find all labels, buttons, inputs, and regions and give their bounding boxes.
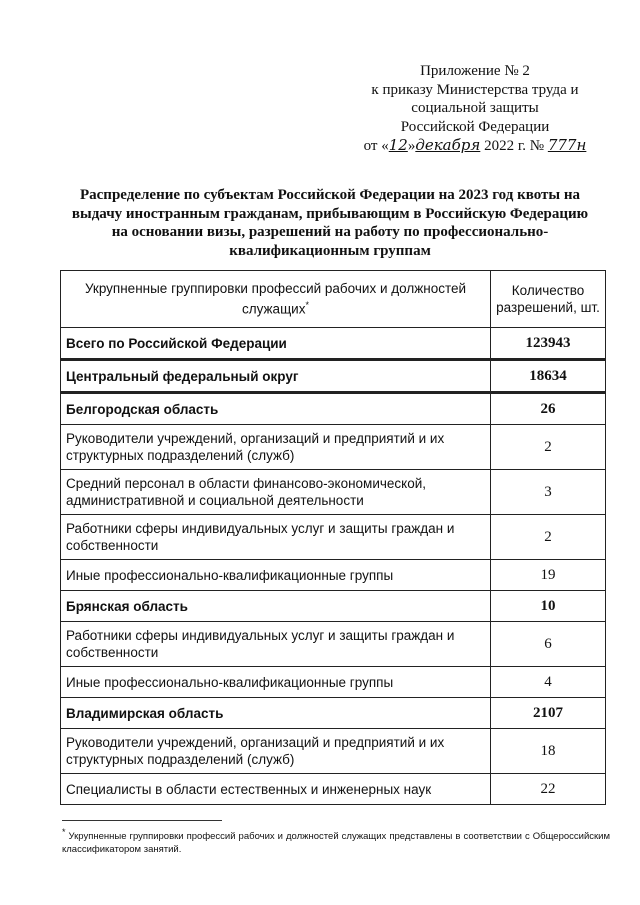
row-value: 6	[491, 622, 606, 667]
table-row	[61, 591, 606, 622]
row-label: Руководители учреждений, организаций и предприятий и их структурных подразделений (служб)	[61, 729, 491, 774]
order-number: 777н	[547, 136, 587, 154]
row-label: Иные профессионально-квалификационные группы	[61, 560, 491, 591]
row-value: 2	[491, 515, 606, 560]
table-row	[61, 729, 606, 774]
row-value: 4	[491, 667, 606, 698]
row-value: 18	[491, 729, 606, 774]
row-value: 3	[491, 470, 606, 515]
row-value: 19	[491, 560, 606, 591]
table-header-row	[61, 271, 606, 328]
row-label: Всего по Российской Федерации	[61, 328, 491, 360]
header-count: Количество разрешений, шт.	[491, 271, 606, 328]
table-row	[61, 774, 606, 805]
row-value: 2107	[491, 698, 606, 729]
row-label: Руководители учреждений, организаций и предприятий и их структурных подразделений (служб)	[61, 425, 491, 470]
header-footnote-mark: *	[305, 300, 309, 311]
row-value: 18634	[491, 360, 606, 393]
row-label: Белгородская область	[61, 393, 491, 425]
footnote	[62, 826, 610, 856]
table-row	[61, 515, 606, 560]
table-row	[61, 470, 606, 515]
table-row	[61, 360, 606, 393]
footnote-text: Укрупненные группировки профессий рабочих и должностей служащих представлены в соответствии с Общероссийским классификатором занятий.	[62, 831, 610, 856]
date-day: 12	[388, 136, 408, 154]
row-value: 22	[491, 774, 606, 805]
quota-table	[60, 270, 606, 805]
row-value: 123943	[491, 328, 606, 360]
header-groups-text: Укрупненные группировки профессий рабочих и должностей служащих	[84, 281, 467, 317]
footnote-divider	[62, 820, 222, 821]
table-row	[61, 698, 606, 729]
footnote-mark: *	[62, 827, 66, 837]
row-label: Центральный федеральный округ	[61, 360, 491, 393]
row-label: Работники сферы индивидуальных услуг и защиты граждан и собственности	[61, 515, 491, 560]
appendix-country: Российской Федерации	[400, 118, 550, 135]
row-value: 26	[491, 393, 606, 425]
order-date-line	[350, 136, 600, 156]
appendix-ministry: социальной защиты	[411, 100, 539, 116]
row-label: Работники сферы индивидуальных услуг и защиты граждан и собственности	[61, 622, 491, 667]
document-title: Распределение по субъектам Российской Федерации на 2023 год квоты на выдачу иностранным гражданам, прибывающим в Российскую Федерацию на основании визы, разрешений на работу по профессионально-квалификационным группам	[71, 187, 589, 259]
appendix-label: Приложение № 2	[420, 63, 530, 79]
row-value: 10	[491, 591, 606, 622]
table-row	[61, 622, 606, 667]
date-mid: »	[407, 138, 416, 154]
row-label: Специалисты в области естественных и инженерных наук	[61, 774, 491, 805]
table-row	[61, 393, 606, 425]
date-year: 2022 г. №	[480, 138, 548, 154]
header-groups	[61, 271, 491, 328]
row-label: Иные профессионально-квалификационные группы	[61, 667, 491, 698]
table-row	[61, 667, 606, 698]
date-month: декабря	[415, 136, 481, 154]
row-label: Средний персонал в области финансово-экономической, административной и социальной деятельности	[61, 470, 491, 515]
row-value: 2	[491, 425, 606, 470]
appendix-block	[350, 62, 600, 156]
table-row	[61, 425, 606, 470]
table-row	[61, 328, 606, 360]
table-row	[61, 560, 606, 591]
row-label: Брянская область	[61, 591, 491, 622]
date-prefix: от «	[363, 138, 389, 154]
appendix-order-ref: к приказу Министерства труда и	[371, 81, 579, 98]
row-label: Владимирская область	[61, 698, 491, 729]
